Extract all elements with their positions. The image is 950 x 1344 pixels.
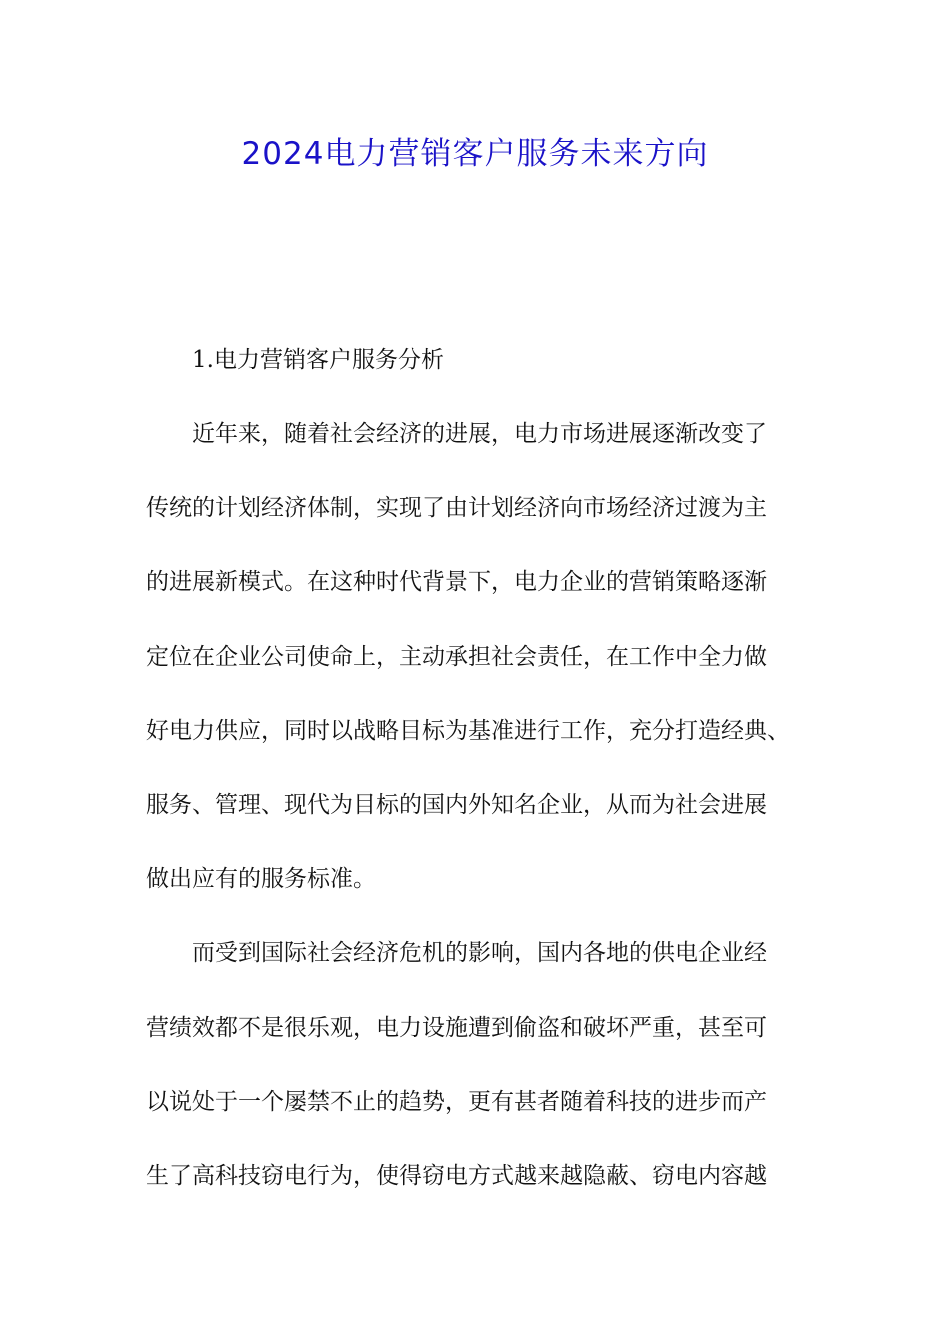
paragraph-line: 定位在企业公司使命上，主动承担社会责任，在工作中全力做 bbox=[146, 644, 767, 670]
section-heading: 1.电力营销客户服务分析 bbox=[192, 347, 444, 373]
paragraph-line: 生了高科技窃电行为，使得窃电方式越来越隐蔽、窃电内容越 bbox=[146, 1163, 767, 1189]
paragraph-line: 营绩效都不是很乐观，电力设施遭到偷盗和破坏严重，甚至可 bbox=[146, 1015, 767, 1041]
document-body bbox=[146, 0, 821, 1344]
paragraph-line: 而受到国际社会经济危机的影响，国内各地的供电企业经 bbox=[192, 940, 767, 966]
paragraph-line: 好电力供应，同时以战略目标为基准进行工作，充分打造经典、 bbox=[146, 718, 790, 744]
paragraph-line: 传统的计划经济体制，实现了由计划经济向市场经济过渡为主 bbox=[146, 495, 767, 521]
paragraph-line: 近年来，随着社会经济的进展，电力市场进展逐渐改变了 bbox=[192, 421, 767, 447]
document-title: 2024电力营销客户服务未来方向 bbox=[241, 136, 709, 172]
paragraph-line: 以说处于一个屡禁不止的趋势，更有甚者随着科技的进步而产 bbox=[146, 1089, 767, 1115]
paragraph-line: 服务、管理、现代为目标的国内外知名企业，从而为社会进展 bbox=[146, 792, 767, 818]
paragraph-line: 做出应有的服务标准。 bbox=[146, 866, 376, 892]
paragraph-line: 的进展新模式。在这种时代背景下，电力企业的营销策略逐渐 bbox=[146, 569, 767, 595]
